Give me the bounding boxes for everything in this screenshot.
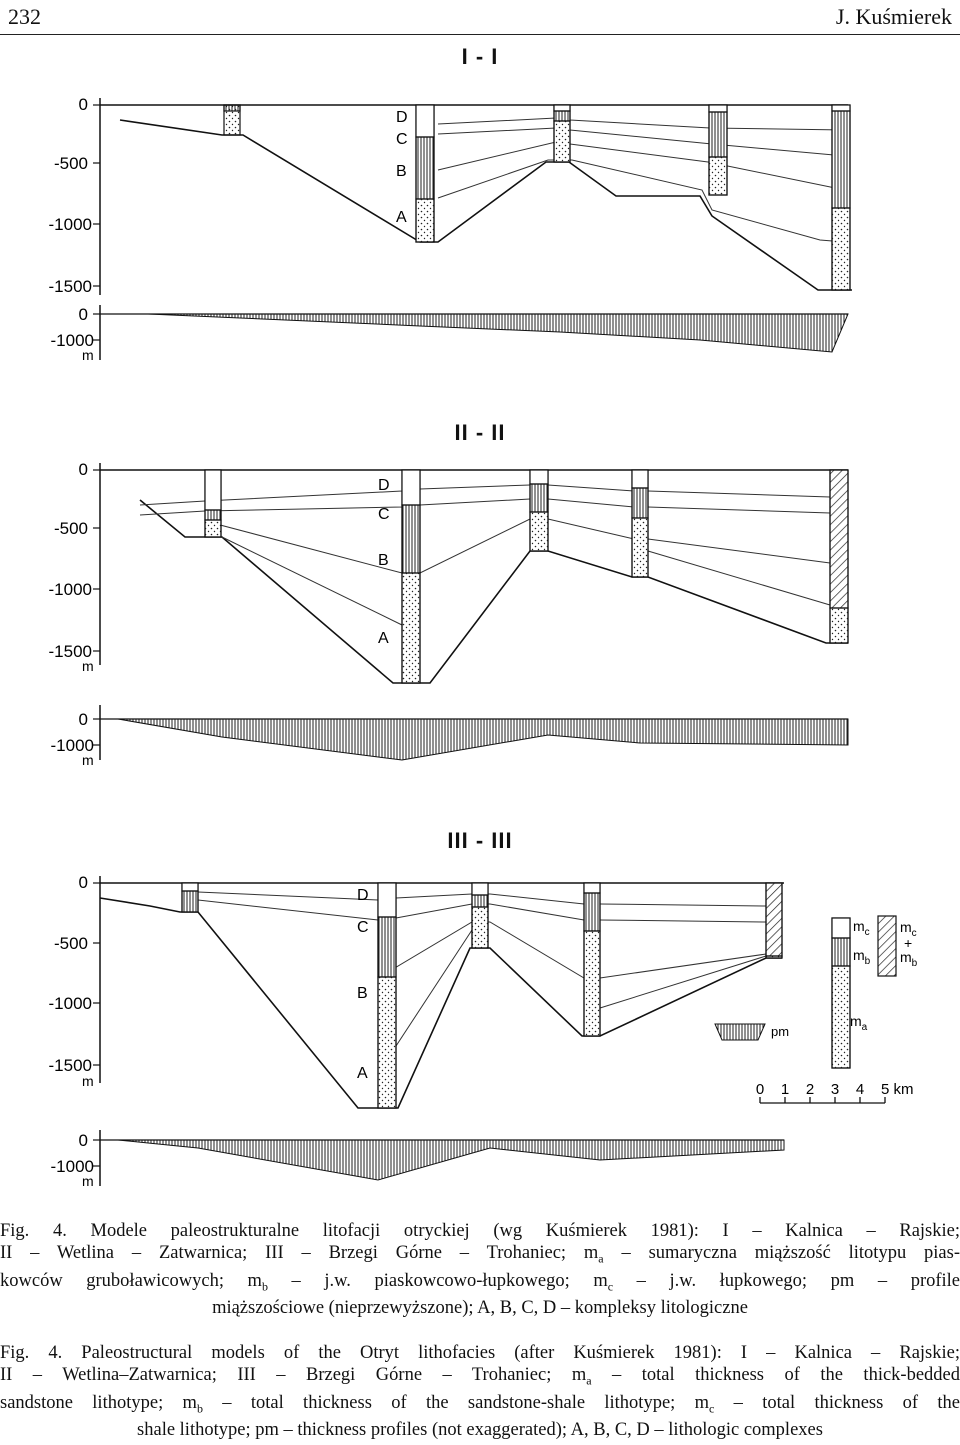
- axis-tick-0: 0: [78, 95, 88, 114]
- legend-mb: $m_b$: [853, 947, 871, 967]
- complex-label-a: A: [357, 1065, 368, 1082]
- page-header: [0, 0, 960, 35]
- profile-tick-1000: -1000: [50, 1157, 94, 1176]
- axis-tick-1000: -1000: [48, 215, 92, 234]
- complex-label-b: B: [396, 163, 407, 180]
- profile-tick-0: 0: [78, 1131, 88, 1150]
- legend-mc: $m_c$: [853, 918, 870, 938]
- profile-tick-0: 0: [78, 710, 88, 729]
- complex-label-d: D: [357, 887, 369, 904]
- caption-polish: [0, 1220, 960, 1319]
- complex-label-c: C: [378, 506, 390, 523]
- section-title-3: III - III: [447, 828, 513, 853]
- profile-tick-1000: -1000: [50, 331, 94, 350]
- caption-pl-line-3: kowców gruboławicowych; $m_b - j.w$. piaskowcowo-łupkowego; $m_c - j.w$. łupkowego; pm – profile: [0, 1270, 960, 1294]
- svg-text:5 km: 5 km: [881, 1081, 914, 1098]
- complex-label-b: B: [357, 985, 368, 1002]
- caption-en-line-4: shale lithotype; pm – thickness profiles (not exaggerated); A, B, C, D – lithologic complexes: [137, 1420, 823, 1441]
- complex-label-c: C: [357, 919, 369, 936]
- axis-tick-500: -500: [53, 154, 88, 173]
- caption-pl-line-2: II – Wetlina – Zatwarnica; III – Brzegi Górne – Trohaniec; $m_a$ – sumaryczna miąższość litotypu pias-: [0, 1243, 960, 1266]
- axis-tick-0: 0: [78, 460, 88, 479]
- complex-label-d: D: [378, 477, 390, 494]
- complex-label-b: B: [378, 552, 389, 569]
- legend-mc-mb-plus: +: [904, 935, 913, 951]
- svg-text:3: 3: [830, 1081, 840, 1098]
- axis-tick-1500: -1500: [48, 642, 92, 661]
- running-author: J. Kuśmierek: [835, 4, 952, 29]
- legend-mc-mb-1: $m_c$: [900, 919, 917, 939]
- complex-label-d: D: [396, 109, 408, 126]
- svg-text:4: 4: [855, 1081, 865, 1098]
- svg-text:1: 1: [780, 1081, 790, 1098]
- axis-unit: m: [82, 658, 94, 674]
- legend-column: [832, 916, 896, 1068]
- legend-pm-label: pm: [771, 1024, 790, 1039]
- legend-ma: $m_a$: [850, 1013, 868, 1033]
- cross-section-2: [0, 455, 960, 775]
- section-title-1: I - I: [461, 44, 499, 69]
- caption-english: [0, 1342, 960, 1441]
- cross-section-1: [0, 90, 960, 370]
- caption-en-line-3: sandstone lithotype; $m_b$ – total thickness of the sandstone-shale lithotype; $m_c$ – total thickness of the: [0, 1392, 960, 1416]
- complex-label-a: A: [396, 209, 407, 226]
- caption-en-line-2: II – Wetlina–Zatwarnica; III – Brzegi Górne – Trohaniec; $m_a$ – total thickness of the thick-bedded: [0, 1365, 960, 1388]
- scale-bar: [756, 1081, 914, 1103]
- caption-pl-line-4: miąższościowe (nieprzewyższone); A, B, C, D – kompleksy litologiczne: [212, 1298, 748, 1319]
- axis-tick-0: 0: [78, 873, 88, 892]
- complex-label-c: C: [396, 131, 408, 148]
- axis-tick-1500: -1500: [48, 1056, 92, 1075]
- axis-tick-500: -500: [53, 519, 88, 538]
- section-title-2: II - II: [454, 420, 506, 445]
- legend-mc-mb-2: $m_b$: [900, 949, 918, 969]
- profile-tick-0: 0: [78, 305, 88, 324]
- complex-label-a: A: [378, 630, 389, 647]
- axis-unit: m: [82, 347, 94, 363]
- axis-tick-500: -500: [53, 934, 88, 953]
- axis-unit: m: [82, 1173, 94, 1189]
- page-number: 232: [8, 4, 41, 29]
- axis-unit: m: [82, 1073, 94, 1089]
- svg-text:2: 2: [805, 1081, 815, 1098]
- legend-pm-swatch: [715, 1024, 765, 1040]
- axis-tick-1000: -1000: [48, 580, 92, 599]
- profile-tick-1000: -1000: [50, 736, 94, 755]
- axis-tick-1000: -1000: [48, 994, 92, 1013]
- cross-section-3: [0, 868, 960, 1193]
- axis-tick-1500: -1500: [48, 277, 92, 296]
- svg-text:0: 0: [755, 1081, 765, 1098]
- axis-unit: m: [82, 752, 94, 768]
- caption-pl-line-1: Fig. 4. Modele paleostrukturalne litofacji otryckiej (wg Kuśmierek 1981): I – Kalnica – Rajskie;: [0, 1221, 960, 1241]
- caption-en-line-1: Fig. 4. Paleostructural models of the Otryt lithofacies (after Kuśmierek 1981): I – Kalnica – Rajskie;: [0, 1343, 960, 1363]
